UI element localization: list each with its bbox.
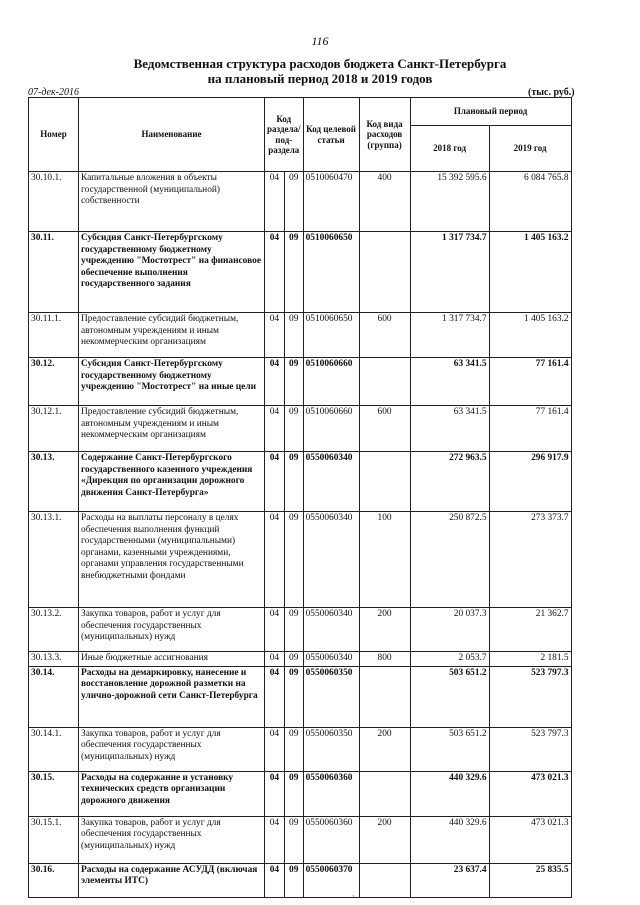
row-article-code: 0550060340 [303,512,359,608]
row-number: 30.11. [29,232,79,313]
row-subsection-code: 09 [284,816,303,863]
row-number: 30.11.1. [29,313,79,358]
row-name: Закупка товаров, работ и услуг для обеспечения государственных (муниципальных) нужд [79,727,265,771]
row-amount-2018: 503 651.2 [410,666,489,727]
row-number: 30.13.1. [29,512,79,608]
header-year-2018: 2018 год [410,126,489,172]
row-group-code: 200 [359,608,410,652]
header-year-2019: 2019 год [489,126,571,172]
row-amount-2018: 2 053.7 [410,652,489,667]
row-subsection-code: 09 [284,313,303,358]
row-subsection-code: 09 [284,232,303,313]
row-name: Предоставление субсидий бюджетным, автономным учреждениям и иным некоммерческим организациям [79,406,265,452]
header-number: Номер [29,98,79,172]
row-number: 30.12.1. [29,406,79,452]
row-article-code: 0510060660 [303,406,359,452]
row-group-code: 600 [359,406,410,452]
row-group-code: 400 [359,172,410,232]
row-subsection-code: 09 [284,406,303,452]
row-name: Капитальные вложения в объекты государственной (муниципальной) собственности [79,172,265,232]
table-row [29,608,572,652]
row-amount-2019: 473 021.3 [489,816,571,863]
row-group-code [359,771,410,816]
row-amount-2018: 440 329.6 [410,771,489,816]
budget-table-body [29,172,572,898]
row-number: 30.16. [29,863,79,897]
row-subsection-code: 09 [284,452,303,512]
row-number: 30.10.1. [29,172,79,232]
row-amount-2018: 63 341.5 [410,406,489,452]
row-amount-2019: 6 084 765.8 [489,172,571,232]
table-row [29,172,572,232]
row-amount-2019: 25 835.5 [489,863,571,897]
document-title [0,56,640,86]
row-group-code [359,863,410,897]
row-number: 30.13. [29,452,79,512]
row-section-code: 04 [265,771,285,816]
row-subsection-code: 09 [284,863,303,897]
row-article-code: 0550060360 [303,816,359,863]
row-name: Иные бюджетные ассигнования [79,652,265,667]
row-name: Закупка товаров, работ и услуг для обеспечения государственных (муниципальных) нужд [79,608,265,652]
row-subsection-code: 09 [284,652,303,667]
row-subsection-code: 09 [284,727,303,771]
row-name: Содержание Санкт-Петербургского государственного казенного учреждения «Дирекция по организации дорожного движения Санкт-Петербурга» [79,452,265,512]
table-row [29,652,572,667]
row-amount-2019: 21 362.7 [489,608,571,652]
row-amount-2019: 1 405 163.2 [489,313,571,358]
row-number: 30.15. [29,771,79,816]
row-amount-2018: 20 037.3 [410,608,489,652]
row-group-code: 600 [359,313,410,358]
row-amount-2019: 1 405 163.2 [489,232,571,313]
row-amount-2019: 273 373.7 [489,512,571,608]
row-article-code: 0550060340 [303,608,359,652]
row-section-code: 04 [265,652,285,667]
row-group-code: 200 [359,727,410,771]
row-subsection-code: 09 [284,608,303,652]
row-amount-2019: 296 917.9 [489,452,571,512]
row-name: Субсидия Санкт-Петербургскому государственному бюджетному учреждению "Мостотрест" на иные цели [79,358,265,406]
unit-label: (тыс. руб.) [528,87,575,98]
row-name: Расходы на содержание и установку технических средств организации дорожного движения [79,771,265,816]
row-subsection-code: 09 [284,358,303,406]
row-number: 30.14.1. [29,727,79,771]
row-subsection-code: 09 [284,666,303,727]
row-article-code: 0550060350 [303,727,359,771]
row-amount-2018: 440 329.6 [410,816,489,863]
row-article-code: 0510060650 [303,232,359,313]
row-subsection-code: 09 [284,172,303,232]
row-article-code: 0550060350 [303,666,359,727]
row-group-code [359,232,410,313]
table-row [29,816,572,863]
row-amount-2019: 473 021.3 [489,771,571,816]
row-section-code: 04 [265,232,285,313]
title-line-1: Ведомственная структура расходов бюджета Санкт-Петербурга [133,56,507,71]
row-number: 30.15.1. [29,816,79,863]
row-name: Расходы на содержание АСУДД (включая элементы ИТС) [79,863,265,897]
row-amount-2019: 77 161.4 [489,406,571,452]
row-amount-2018: 250 872.5 [410,512,489,608]
row-section-code: 04 [265,727,285,771]
header-section-code: Код раздела/ под- раздела [265,98,304,172]
table-row [29,452,572,512]
page-number: 116 [311,34,329,48]
row-group-code: 100 [359,512,410,608]
row-subsection-code: 09 [284,512,303,608]
row-section-code: 04 [265,666,285,727]
row-section-code: 04 [265,313,285,358]
row-section-code: 04 [265,863,285,897]
row-number: 30.13.3. [29,652,79,667]
row-amount-2018: 1 317 734.7 [410,232,489,313]
title-line-2: на плановый период 2018 и 2019 годов [207,71,433,86]
table-row [29,727,572,771]
table-row [29,666,572,727]
row-amount-2018: 1 317 734.7 [410,313,489,358]
row-number: 30.12. [29,358,79,406]
row-section-code: 04 [265,608,285,652]
row-name: Субсидия Санкт-Петербургскому государственному бюджетному учреждению "Мостотрест" на финансовое обеспечение выполнения государственного задания [79,232,265,313]
document-date: 07-дек-2016 [28,87,79,98]
header-article-code: Код целевой статьи [303,98,359,172]
row-subsection-code: 09 [284,771,303,816]
row-amount-2018: 23 637.4 [410,863,489,897]
row-amount-2019: 2 181.5 [489,652,571,667]
row-name: Закупка товаров, работ и услуг для обеспечения государственных (муниципальных) нужд [79,816,265,863]
table-row [29,358,572,406]
row-section-code: 04 [265,172,285,232]
row-group-code: 200 [359,816,410,863]
row-amount-2018: 63 341.5 [410,358,489,406]
row-section-code: 04 [265,358,285,406]
table-row [29,863,572,897]
header-group-code: Код вида расходов (группа) [359,98,410,172]
row-name: Расходы на демаркировку, нанесение и восстановление дорожной разметки на улично-дорожной сети Санкт-Петербурга [79,666,265,727]
row-article-code: 0550060360 [303,771,359,816]
row-group-code [359,358,410,406]
row-group-code [359,452,410,512]
header-planned-period: Плановый период [410,98,571,126]
row-name: Предоставление субсидий бюджетным, автономным учреждениям и иным некоммерческим организациям [79,313,265,358]
footer-mark: · [352,892,355,901]
row-group-code: 800 [359,652,410,667]
row-amount-2018: 15 392 595.6 [410,172,489,232]
budget-table [28,97,572,898]
row-amount-2019: 523 797.3 [489,727,571,771]
row-amount-2019: 523 797.3 [489,666,571,727]
row-amount-2018: 503 651.2 [410,727,489,771]
row-section-code: 04 [265,512,285,608]
table-row [29,313,572,358]
row-article-code: 0550060340 [303,452,359,512]
row-group-code [359,666,410,727]
header-name: Наименование [79,98,265,172]
row-name: Расходы на выплаты персоналу в целях обеспечения выполнения функций государственными (муниципальными) органами, казенными учреждениями, органами управления государственными внебюджетными фондами [79,512,265,608]
row-article-code: 0550060340 [303,652,359,667]
row-article-code: 0510060660 [303,358,359,406]
row-article-code: 0550060370 [303,863,359,897]
row-amount-2019: 77 161.4 [489,358,571,406]
row-number: 30.14. [29,666,79,727]
table-row [29,232,572,313]
row-article-code: 0510060650 [303,313,359,358]
table-row [29,406,572,452]
row-section-code: 04 [265,816,285,863]
row-amount-2018: 272 963.5 [410,452,489,512]
row-section-code: 04 [265,452,285,512]
table-row [29,512,572,608]
table-row [29,771,572,816]
row-number: 30.13.2. [29,608,79,652]
row-section-code: 04 [265,406,285,452]
row-article-code: 0510060470 [303,172,359,232]
